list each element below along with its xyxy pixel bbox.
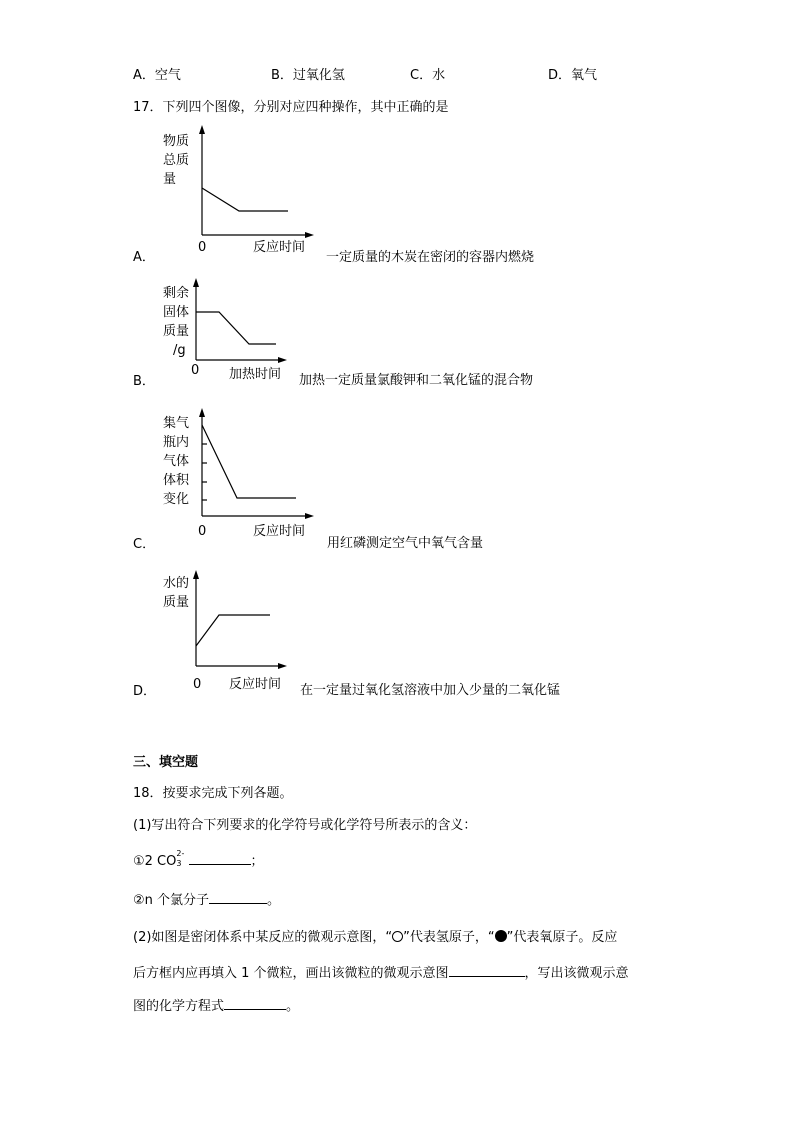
question-18-part1: (1)写出符合下列要求的化学符号或化学符号所表示的含义： — [133, 818, 477, 833]
question-18-item1: ①2 CO 2- 3 ； — [133, 848, 264, 869]
graph-c-origin: 0 — [198, 524, 207, 539]
graph-d-ylabel: 水的 质量 — [163, 576, 190, 610]
option-a: A．空气 — [133, 68, 181, 83]
graph-b-caption: 加热一定质量氯酸钾和二氧化锰的混合物 — [299, 373, 534, 388]
answer-blank-4[interactable] — [224, 997, 286, 1010]
graph-c — [190, 408, 330, 528]
question-18-part2-line1: (2)如图是密闭体系中某反应的微观示意图，“ ”代表氢原子，“ ”代表氧原子。反应 — [133, 930, 618, 945]
graph-d — [187, 570, 297, 675]
graph-a-letter: A． — [133, 250, 155, 265]
graph-c-letter: C． — [133, 537, 156, 552]
question-18-item2: ②n 个氯分子 。 — [133, 893, 281, 908]
graph-c-xlabel: 反应时间 — [253, 524, 306, 539]
graph-d-origin: 0 — [193, 677, 202, 692]
option-d: D．氧气 — [548, 68, 598, 83]
oxygen-atom-icon — [495, 930, 507, 942]
graph-d-xlabel: 反应时间 — [229, 677, 282, 692]
graph-b — [186, 278, 306, 373]
graph-a-origin: 0 — [198, 240, 207, 255]
section-title: 三、填空题 — [133, 755, 199, 770]
answer-blank-2[interactable] — [209, 891, 267, 904]
graph-c-ylabel: 集气 瓶内 气体 体积 变化 — [163, 416, 190, 507]
hydrogen-atom-icon — [392, 931, 403, 942]
graph-b-letter: B． — [133, 374, 155, 389]
graph-c-caption: 用红磷测定空气中氧气含量 — [327, 536, 484, 551]
option-b: B．过氧化氢 — [271, 68, 345, 83]
graph-a-ylabel: 物质 总质 量 — [163, 134, 190, 187]
question-17-stem: 17．下列四个图像，分别对应四种操作，其中正确的是 — [133, 100, 449, 115]
graph-b-ylabel: 剩余 固体 质量 /g — [163, 286, 190, 358]
graph-a-xlabel: 反应时间 — [253, 240, 306, 255]
graph-d-caption: 在一定量过氧化氢溶液中加入少量的二氧化锰 — [300, 683, 561, 698]
answer-blank-1[interactable] — [189, 852, 251, 865]
graph-d-letter: D． — [133, 684, 157, 699]
question-18-stem: 18．按要求完成下列各题。 — [133, 786, 293, 801]
graph-b-origin: 0 — [191, 363, 200, 378]
question-18-part2-line3: 图的化学方程式 。 — [133, 999, 300, 1014]
graph-a-caption: 一定质量的木炭在密闭的容器内燃烧 — [326, 250, 535, 265]
answer-blank-3[interactable] — [449, 964, 525, 977]
option-c: C．水 — [410, 68, 446, 83]
question-18-part2-line2: 后方框内应再填入 1 个微粒，画出该微粒的微观示意图 ，写出该微观示意 — [133, 966, 629, 981]
graph-b-xlabel: 加热时间 — [229, 367, 282, 382]
